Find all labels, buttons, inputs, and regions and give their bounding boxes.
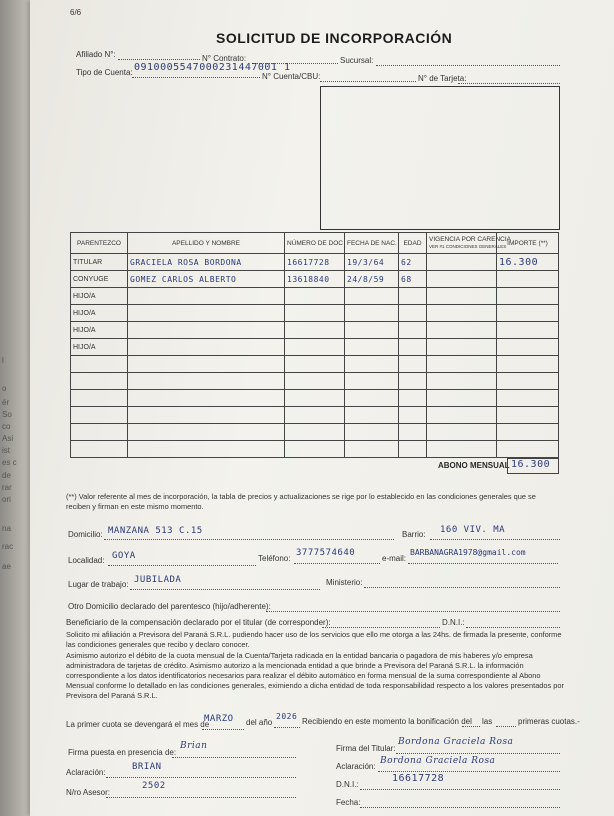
presencia-signature-field[interactable] — [172, 757, 296, 758]
aclaracion-left-label: Aclaración: — [66, 768, 106, 777]
asesor-label: N/ro Asesor: — [66, 788, 111, 797]
beneficiario-field[interactable] — [322, 627, 440, 628]
lugar-trabajo-label: Lugar de trabajo: — [68, 580, 129, 589]
table-row — [71, 390, 559, 407]
afiliado-label: Afiliado N°: — [76, 50, 116, 59]
importe-cell-text: 16.300 — [499, 256, 539, 268]
documento-cell[interactable] — [285, 441, 345, 458]
background-text-fragment: Asi — [2, 434, 14, 443]
telefono-field[interactable] — [294, 563, 380, 564]
parentesco-cell-text: HIJO/A — [73, 326, 96, 334]
nombre-cell-text: GOMEZ CARLOS ALBERTO — [130, 274, 237, 284]
telefono-value: 3777574640 — [296, 548, 356, 558]
background-text-fragment: de — [2, 471, 11, 480]
column-header: APELLIDO Y NOMBRE — [128, 233, 285, 254]
parentesco-cell[interactable] — [71, 288, 128, 305]
tarjeta-label: N° de Tarjeta: — [418, 74, 467, 83]
edad-cell[interactable] — [399, 356, 427, 373]
vigencia-cell[interactable] — [427, 424, 497, 441]
contrato-label: N° Contrato: — [202, 54, 247, 63]
vigencia-cell[interactable] — [427, 305, 497, 322]
bonificacion-label: Recibiendo en este momento la bonificación del — [302, 717, 472, 726]
nombre-cell[interactable] — [128, 322, 285, 339]
background-text-fragment: co — [2, 422, 11, 431]
titular-dni-value: 16617728 — [392, 773, 445, 784]
domicilio-value: MANZANA 513 C.15 — [108, 526, 203, 536]
parentesco-cell[interactable] — [71, 356, 128, 373]
nombre-cell[interactable] — [128, 305, 285, 322]
parentesco-cell[interactable] — [71, 305, 128, 322]
fecha-nac-cell-text: 24/8/59 — [347, 274, 385, 284]
tipo-cuenta-value: 0910005547000231447001 1 — [134, 62, 291, 73]
background-text-fragment: rar — [2, 483, 12, 492]
edad-cell[interactable] — [399, 390, 427, 407]
edad-cell-text: 68 — [401, 274, 412, 284]
parentesco-cell-text: TITULAR — [73, 258, 103, 266]
localidad-label: Localidad: — [68, 556, 105, 565]
bonificacion-field[interactable] — [462, 726, 480, 727]
primeras-cuotas-label: primeras cuotas.- — [518, 717, 580, 726]
telefono-label: Teléfono: — [258, 554, 291, 563]
otro-domicilio-field[interactable] — [266, 611, 560, 612]
edad-cell[interactable] — [399, 254, 427, 271]
tipo-cuenta-label: Tipo de Cuenta: — [76, 68, 133, 77]
presencia-label: Firma puesta en presencia de: — [68, 748, 177, 757]
background-text-fragment: ori — [2, 495, 11, 504]
documento-cell-text: 16617728 — [287, 257, 330, 267]
email-label: e-mail: — [382, 554, 407, 563]
first-fee-month-field[interactable] — [202, 729, 244, 730]
table-row — [71, 288, 559, 305]
edad-cell[interactable] — [399, 288, 427, 305]
documento-cell[interactable] — [285, 271, 345, 288]
page-title: SOLICITUD DE INCORPORACIÓN — [216, 30, 453, 46]
nombre-cell[interactable] — [128, 424, 285, 441]
aclaracion-left-value: BRIAN — [132, 762, 162, 772]
table-row — [71, 271, 559, 288]
background-text-fragment: l — [2, 356, 4, 365]
parentesco-cell-text: HIJO/A — [73, 292, 96, 300]
importe-cell[interactable] — [497, 407, 559, 424]
edad-cell[interactable] — [399, 339, 427, 356]
sucursal-label: Sucursal: — [340, 56, 374, 65]
documento-cell[interactable] — [285, 254, 345, 271]
parentesco-cell-text: CONYUGE — [73, 275, 109, 283]
aclaracion-right-value: Bordona Graciela Rosa — [380, 756, 496, 766]
nombre-cell[interactable] — [128, 407, 285, 424]
parentesco-cell[interactable] — [71, 424, 128, 441]
importe-cell[interactable] — [497, 322, 559, 339]
background-text-fragment: ér — [2, 398, 10, 407]
fecha-nac-cell[interactable] — [345, 390, 399, 407]
tarjeta-field[interactable] — [458, 83, 560, 84]
asesor-field[interactable] — [106, 797, 296, 798]
importe-cell[interactable] — [497, 441, 559, 458]
documento-cell[interactable] — [285, 424, 345, 441]
parentesco-cell[interactable] — [71, 407, 128, 424]
vigencia-cell[interactable] — [427, 288, 497, 305]
vigencia-cell[interactable] — [427, 322, 497, 339]
fecha-nac-cell[interactable] — [345, 254, 399, 271]
nombre-cell[interactable] — [128, 373, 285, 390]
documento-cell[interactable] — [285, 305, 345, 322]
fecha-nac-cell[interactable] — [345, 305, 399, 322]
background-text-fragment: ae — [2, 562, 11, 571]
edad-cell[interactable] — [399, 305, 427, 322]
first-fee-year-field[interactable] — [274, 727, 300, 728]
affiliation-paragraph: Solicito mi afiliación a Previsora del Paraná S.R.L. pudiendo hacer uso de los servicios que ello me otorga a las 24hs. de firmada la presente, conforme las condiciones generales que recibo y declaro conocer. — [66, 630, 562, 649]
las-label: las — [482, 717, 493, 726]
column-header: EDAD — [399, 233, 427, 254]
barrio-label: Barrio: — [402, 530, 426, 539]
table-row — [71, 441, 559, 458]
documento-cell[interactable] — [285, 339, 345, 356]
nombre-cell-text: GRACIELA ROSA BORDONA — [130, 257, 242, 267]
cbu-label: N° Cuenta/CBU: — [262, 72, 321, 81]
fecha-nac-cell[interactable] — [345, 424, 399, 441]
asesor-value: 2502 — [142, 781, 166, 791]
domicilio-label: Domicilio: — [68, 530, 103, 539]
titular-signature: Bordona Graciela Rosa — [398, 737, 514, 747]
background-text-fragment: rac — [2, 542, 14, 551]
nombre-cell[interactable] — [128, 271, 285, 288]
vigencia-cell[interactable] — [427, 390, 497, 407]
nombre-cell[interactable] — [128, 441, 285, 458]
table-row — [71, 373, 559, 390]
vigencia-cell[interactable] — [427, 441, 497, 458]
background-text-fragment: ist — [2, 446, 10, 455]
table-header-row — [71, 233, 559, 254]
firma-titular-field[interactable] — [396, 753, 560, 754]
documento-cell[interactable] — [285, 356, 345, 373]
beneficiario-dni-label: D.N.I.: — [442, 618, 465, 627]
abono-mensual-box[interactable] — [507, 458, 559, 474]
fecha-nac-cell[interactable] — [345, 271, 399, 288]
nombre-cell[interactable] — [128, 390, 285, 407]
edad-cell[interactable] — [399, 271, 427, 288]
importe-cell[interactable] — [497, 254, 559, 271]
parentesco-cell[interactable] — [71, 254, 128, 271]
fecha-nac-cell[interactable] — [345, 407, 399, 424]
titular-dni-label: D.N.I.: — [336, 780, 359, 789]
parentesco-cell[interactable] — [71, 322, 128, 339]
importe-cell[interactable] — [497, 390, 559, 407]
importe-cell[interactable] — [497, 271, 559, 288]
table-row — [71, 407, 559, 424]
column-header: NÚMERO DE DOC — [285, 233, 345, 254]
documento-cell[interactable] — [285, 407, 345, 424]
parentesco-cell[interactable] — [71, 373, 128, 390]
fecha-field[interactable] — [360, 807, 560, 808]
column-header: PARENTEZCO — [71, 233, 128, 254]
table-row — [71, 322, 559, 339]
aclaracion-right-label: Aclaración: — [336, 762, 376, 771]
vigencia-cell[interactable] — [427, 254, 497, 271]
background-text-fragment: na — [2, 524, 11, 533]
otro-domicilio-label: Otro Domicilio declarado del parentesco (hijo/adherente): — [68, 602, 271, 611]
importe-cell[interactable] — [497, 424, 559, 441]
edad-cell[interactable] — [399, 441, 427, 458]
column-header: IMPORTE (**) — [497, 233, 559, 254]
domicilio-field[interactable] — [104, 539, 394, 540]
parentesco-cell[interactable] — [71, 390, 128, 407]
fecha-nac-cell[interactable] — [345, 373, 399, 390]
firma-titular-label: Firma del Titular: — [336, 744, 396, 753]
column-header — [427, 233, 511, 254]
table-row — [71, 254, 559, 271]
debit-authorization-paragraph: Asimismo autorizo el débito de la cuota mensual de la Cuenta/Tarjeta radicada en la entidad bancaria o pagadora de mis haberes y/o empresa administradora de tarjetas de crédito. Asimismo autorizo a la mencionada entidad a que brinde a Previsora del Paraná S.R.L. la información correspondiente a los datos identificatorios necesarios para realizar el débito automático en forma mensual de la suma correspondiente al Abono Mensual conforme lo detallado en las condiciones generales, eximiendo a dicha entidad de toda responsabilidad respecto a los valores presentados por Previsora del Paraná S.R.L. — [66, 651, 564, 700]
importe-cell[interactable] — [497, 339, 559, 356]
documento-cell[interactable] — [285, 322, 345, 339]
edad-cell[interactable] — [399, 373, 427, 390]
page-number: 6/6 — [70, 8, 82, 17]
sucursal-field[interactable] — [376, 65, 560, 66]
cuotas-count-field[interactable] — [496, 726, 516, 727]
table-row — [71, 339, 559, 356]
vigencia-subheader: VER #1 CONDICIONES GENERALES — [429, 244, 507, 249]
edad-cell[interactable] — [399, 322, 427, 339]
lugar-trabajo-value: JUBILADA — [134, 575, 182, 585]
cbu-field[interactable] — [320, 81, 416, 82]
first-fee-label: La primer cuota se devengará el mes de — [66, 720, 210, 729]
localidad-value: GOYA — [112, 551, 136, 561]
fecha-nac-cell[interactable] — [345, 322, 399, 339]
parentesco-cell[interactable] — [71, 271, 128, 288]
importe-cell[interactable] — [497, 288, 559, 305]
nombre-cell[interactable] — [128, 288, 285, 305]
ministerio-field[interactable] — [364, 587, 560, 588]
vigencia-cell[interactable] — [427, 356, 497, 373]
beneficiario-dni-field[interactable] — [466, 627, 560, 628]
nombre-cell[interactable] — [128, 339, 285, 356]
vigencia-cell[interactable] — [427, 407, 497, 424]
titular-dni-field[interactable] — [360, 789, 560, 790]
vigencia-cell[interactable] — [427, 271, 497, 288]
form-sheet — [30, 0, 614, 816]
importe-cell[interactable] — [497, 305, 559, 322]
vigencia-cell[interactable] — [427, 339, 497, 356]
table-row — [71, 424, 559, 441]
documento-cell[interactable] — [285, 390, 345, 407]
importe-cell[interactable] — [497, 356, 559, 373]
importe-cell[interactable] — [497, 373, 559, 390]
fecha-nac-cell[interactable] — [345, 441, 399, 458]
documento-cell[interactable] — [285, 288, 345, 305]
beneficiario-label: Beneficiario de la compensación declarado por el titular (de corresponder): — [66, 618, 331, 627]
email-value: BARBANAGRA1978@gmail.com — [410, 548, 526, 557]
parentesco-cell[interactable] — [71, 441, 128, 458]
parentesco-cell-text: HIJO/A — [73, 309, 96, 317]
first-fee-month-value: MARZO — [204, 714, 234, 724]
nombre-cell[interactable] — [128, 254, 285, 271]
presencia-signature: Brian — [180, 741, 208, 751]
lugar-trabajo-field[interactable] — [130, 589, 320, 590]
del-ano-label: del año — [246, 718, 273, 727]
fecha-nac-cell-text: 19/3/64 — [347, 257, 385, 267]
aclaracion-left-field[interactable] — [106, 777, 296, 778]
vigencia-header: VIGENCIA POR CARENCIA — [429, 236, 511, 243]
abono-mensual-value: 16.300 — [511, 459, 551, 470]
documento-cell[interactable] — [285, 373, 345, 390]
background-text-fragment: o — [2, 384, 7, 393]
vigencia-cell[interactable] — [427, 373, 497, 390]
afiliado-field[interactable] — [118, 59, 200, 60]
parentesco-cell-text: HIJO/A — [73, 343, 96, 351]
family-table — [70, 232, 559, 458]
background-text-fragment: es c — [2, 458, 17, 467]
localidad-field[interactable] — [108, 565, 256, 566]
table-row — [71, 305, 559, 322]
email-field[interactable] — [408, 563, 558, 564]
footnote: (**) Valor referente al mes de incorporación, la tabla de precios y actualizaciones se rige por lo establecido en las condiciones generales que se reciben y firman en este mismo momento. — [66, 492, 536, 511]
edad-cell[interactable] — [399, 424, 427, 441]
nombre-cell[interactable] — [128, 356, 285, 373]
edad-cell[interactable] — [399, 407, 427, 424]
fecha-nac-cell[interactable] — [345, 356, 399, 373]
fecha-nac-cell[interactable] — [345, 288, 399, 305]
tipo-cuenta-field[interactable] — [132, 77, 260, 78]
fecha-label: Fecha: — [336, 798, 361, 807]
ministerio-label: Ministerio: — [326, 578, 363, 587]
photo-box — [320, 86, 560, 230]
table-row — [71, 356, 559, 373]
fecha-nac-cell[interactable] — [345, 339, 399, 356]
column-header: FECHA DE NAC. — [345, 233, 399, 254]
background-text-fragment: So — [2, 410, 12, 419]
barrio-value: 160 VIV. MA — [440, 525, 506, 535]
barrio-field[interactable] — [430, 539, 560, 540]
first-fee-year-value: 2026 — [276, 712, 298, 721]
abono-mensual-label: ABONO MENSUAL — [438, 461, 510, 470]
parentesco-cell[interactable] — [71, 339, 128, 356]
aclaracion-right-field[interactable] — [378, 771, 560, 772]
documento-cell-text: 13618840 — [287, 274, 330, 284]
edad-cell-text: 62 — [401, 257, 412, 267]
